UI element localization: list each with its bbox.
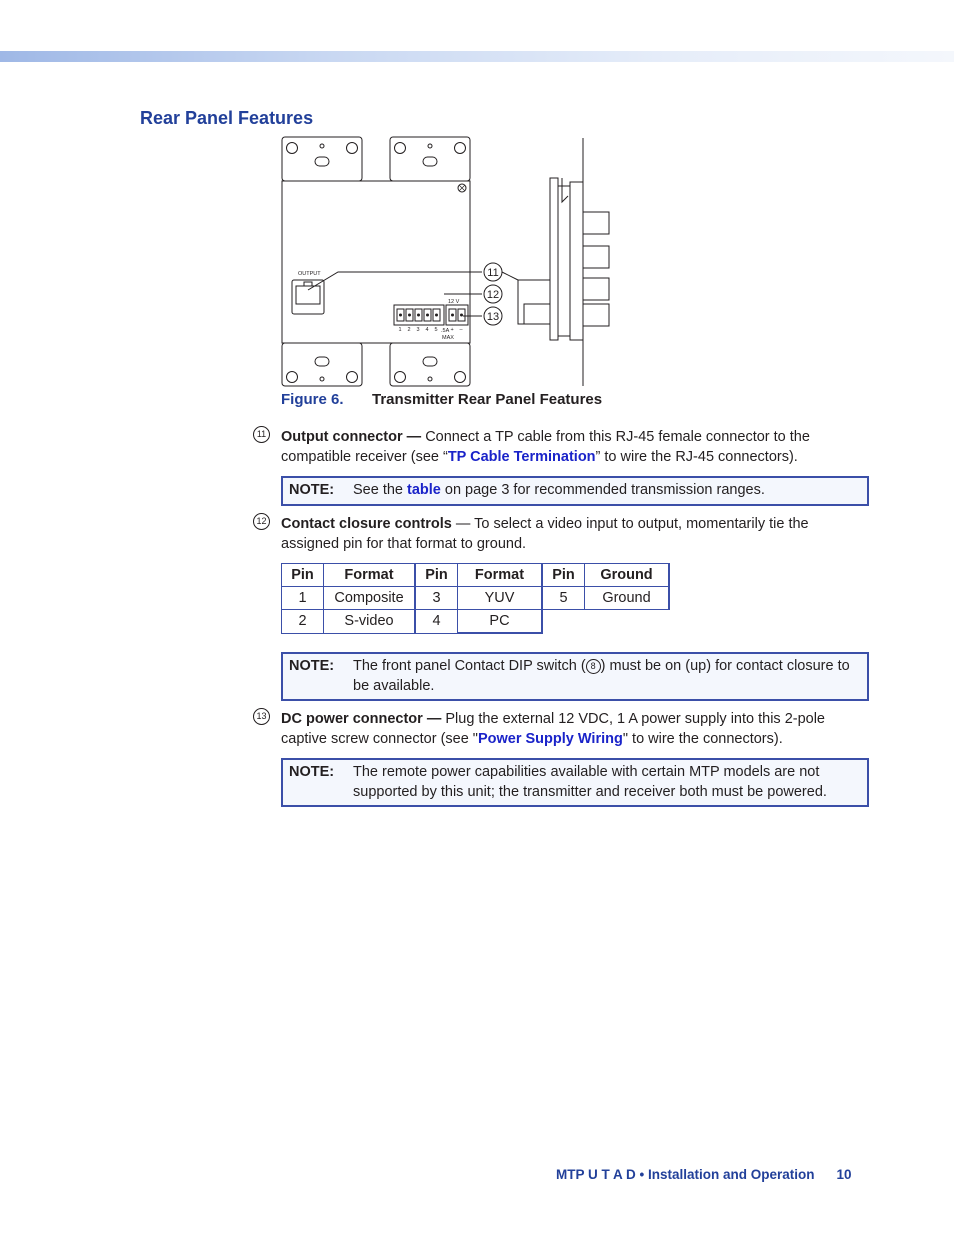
power-supply-wiring-link[interactable]: Power Supply Wiring [477,730,623,747]
svg-text:11: 11 [487,267,499,279]
mount-ear-bottom-right [390,343,470,386]
dc-power-paragraph: DC power connector — Plug the external 12 VDC, 1 A power supply into this 2-pole captive screw connector (see "Power Supply Wiring" to wire the connectors). [281,711,825,747]
rear-panel-figure [278,134,618,388]
rj45-output-connector [292,280,324,314]
section-title: Rear Panel Features [140,108,314,128]
pin-label-1: 1 [398,327,402,333]
output-connector-paragraph: Output connector — Connect a TP cable from this RJ-45 female connector to the compatible receiver (see “TP Cable Termination” to wire the RJ-45 connectors). [281,429,810,465]
pin-label-3: 3 [416,327,420,333]
note-remote-power [281,758,869,807]
figure-number: Figure 6. [281,391,344,408]
pin-label-5: 5 [434,327,438,333]
footer-doc-title: MTP U T A D • Installation and Operation [556,1167,815,1182]
note-text: The remote power capabilities available with certain MTP models are not supported by this unit; the transmitter and receiver both must be powered. [353,764,827,800]
pin-label-4: 4 [425,327,429,333]
leader-line-11 [308,272,482,290]
pin-format-table [281,563,670,634]
tp-cable-termination-link[interactable]: TP Cable Termination [447,448,596,465]
note-dip-switch [281,652,869,701]
contact-closure-paragraph: Contact closure controls — To select a video input to output, momentarily tie the assigned pin for that format to ground. [281,516,809,552]
table-header-row: Pin Format Pin Format Pin Ground [282,564,670,587]
side-view [518,138,609,386]
pin-label-2: 2 [407,327,411,333]
page-number: 10 [836,1167,852,1182]
output-connector-heading: Output connector — [281,429,422,445]
dc-power-heading: DC power connector — [281,711,442,727]
note-text: See the table on page 3 for recommended transmission ranges. [353,482,765,498]
power-label: 12 V [448,299,460,305]
note-label: NOTE: [289,764,335,780]
figure-caption [281,391,602,408]
note-label: NOTE: [289,482,335,498]
header-gradient-bar [0,51,954,62]
item-number-13: 13 [253,708,270,725]
panel-body [282,181,470,343]
mount-ear-bottom-left [282,343,362,386]
page-footer [556,1167,852,1182]
dip-switch-ref-icon: 8 [586,659,601,674]
contact-closure-heading: Contact closure controls [281,516,452,532]
max-label: MAX [442,335,454,341]
item-number-12: 12 [253,513,270,530]
pin-label-minus: – [459,327,463,333]
pin-label-plus: + [450,327,454,333]
note-text: The front panel Contact DIP switch ( 8 ) must be on (up) for contact closure to be available. [353,658,850,694]
note-transmission-ranges [281,476,869,506]
figure-title: Transmitter Rear Panel Features [372,391,603,408]
svg-text:13: 13 [486,311,500,323]
table-row: 2 S-video 4 PC [282,610,670,634]
table-row: 1 Composite 3 YUV 5 Ground [282,587,670,610]
output-label: OUTPUT [298,271,321,277]
note-label: NOTE: [289,658,335,674]
table-link[interactable]: table [407,482,441,498]
svg-text:12: 12 [486,289,500,301]
item-number-11: 11 [253,426,270,443]
current-label: .5A [441,328,450,334]
